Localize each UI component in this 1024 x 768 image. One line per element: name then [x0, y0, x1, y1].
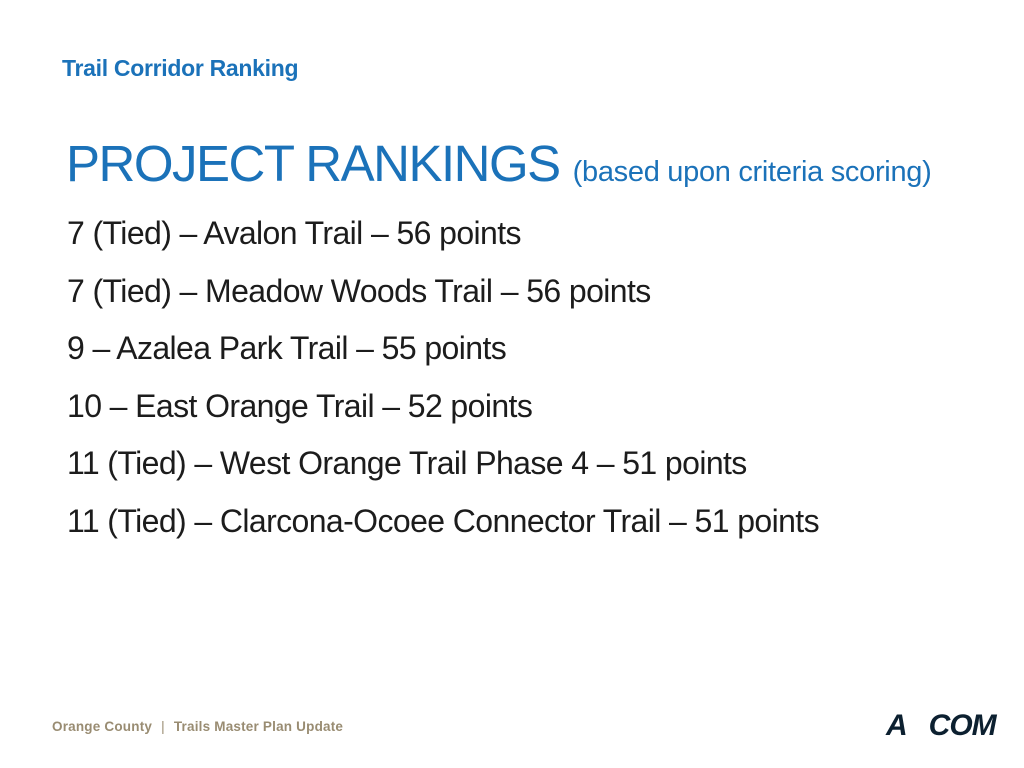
heading-qualifier-text: (based upon criteria scoring)	[572, 156, 932, 188]
ranking-item: 7 (Tied) – Meadow Woods Trail – 56 points	[67, 272, 651, 309]
logo-letter-a: A	[886, 709, 907, 742]
ranking-item: 7 (Tied) – Avalon Trail – 56 points	[67, 215, 521, 251]
footer-separator: |	[161, 719, 165, 734]
ranking-item: 11 (Tied) – West Orange Trail Phase 4 – 51 points	[67, 445, 747, 481]
slide-title: Trail Corridor Ranking	[62, 55, 299, 81]
ranking-list	[67, 205, 819, 550]
aecom-logo	[886, 709, 996, 743]
ranking-item: 9 – Azalea Park Trail – 55 points	[67, 330, 507, 366]
section-heading	[66, 134, 931, 193]
heading-main-text: PROJECT RANKINGS	[66, 135, 560, 192]
logo-letters-com: COM	[928, 709, 996, 742]
aecom-striped-e-icon	[906, 714, 929, 735]
footer-left-label: Orange County	[52, 719, 153, 734]
ranking-item: 10 – East Orange Trail – 52 points	[67, 387, 533, 424]
ranking-item: 11 (Tied) – Clarcona-Ocoee Connector Trail – 51 points	[67, 502, 819, 539]
footer-right-label: Trails Master Plan Update	[173, 719, 344, 734]
footer	[52, 719, 343, 734]
